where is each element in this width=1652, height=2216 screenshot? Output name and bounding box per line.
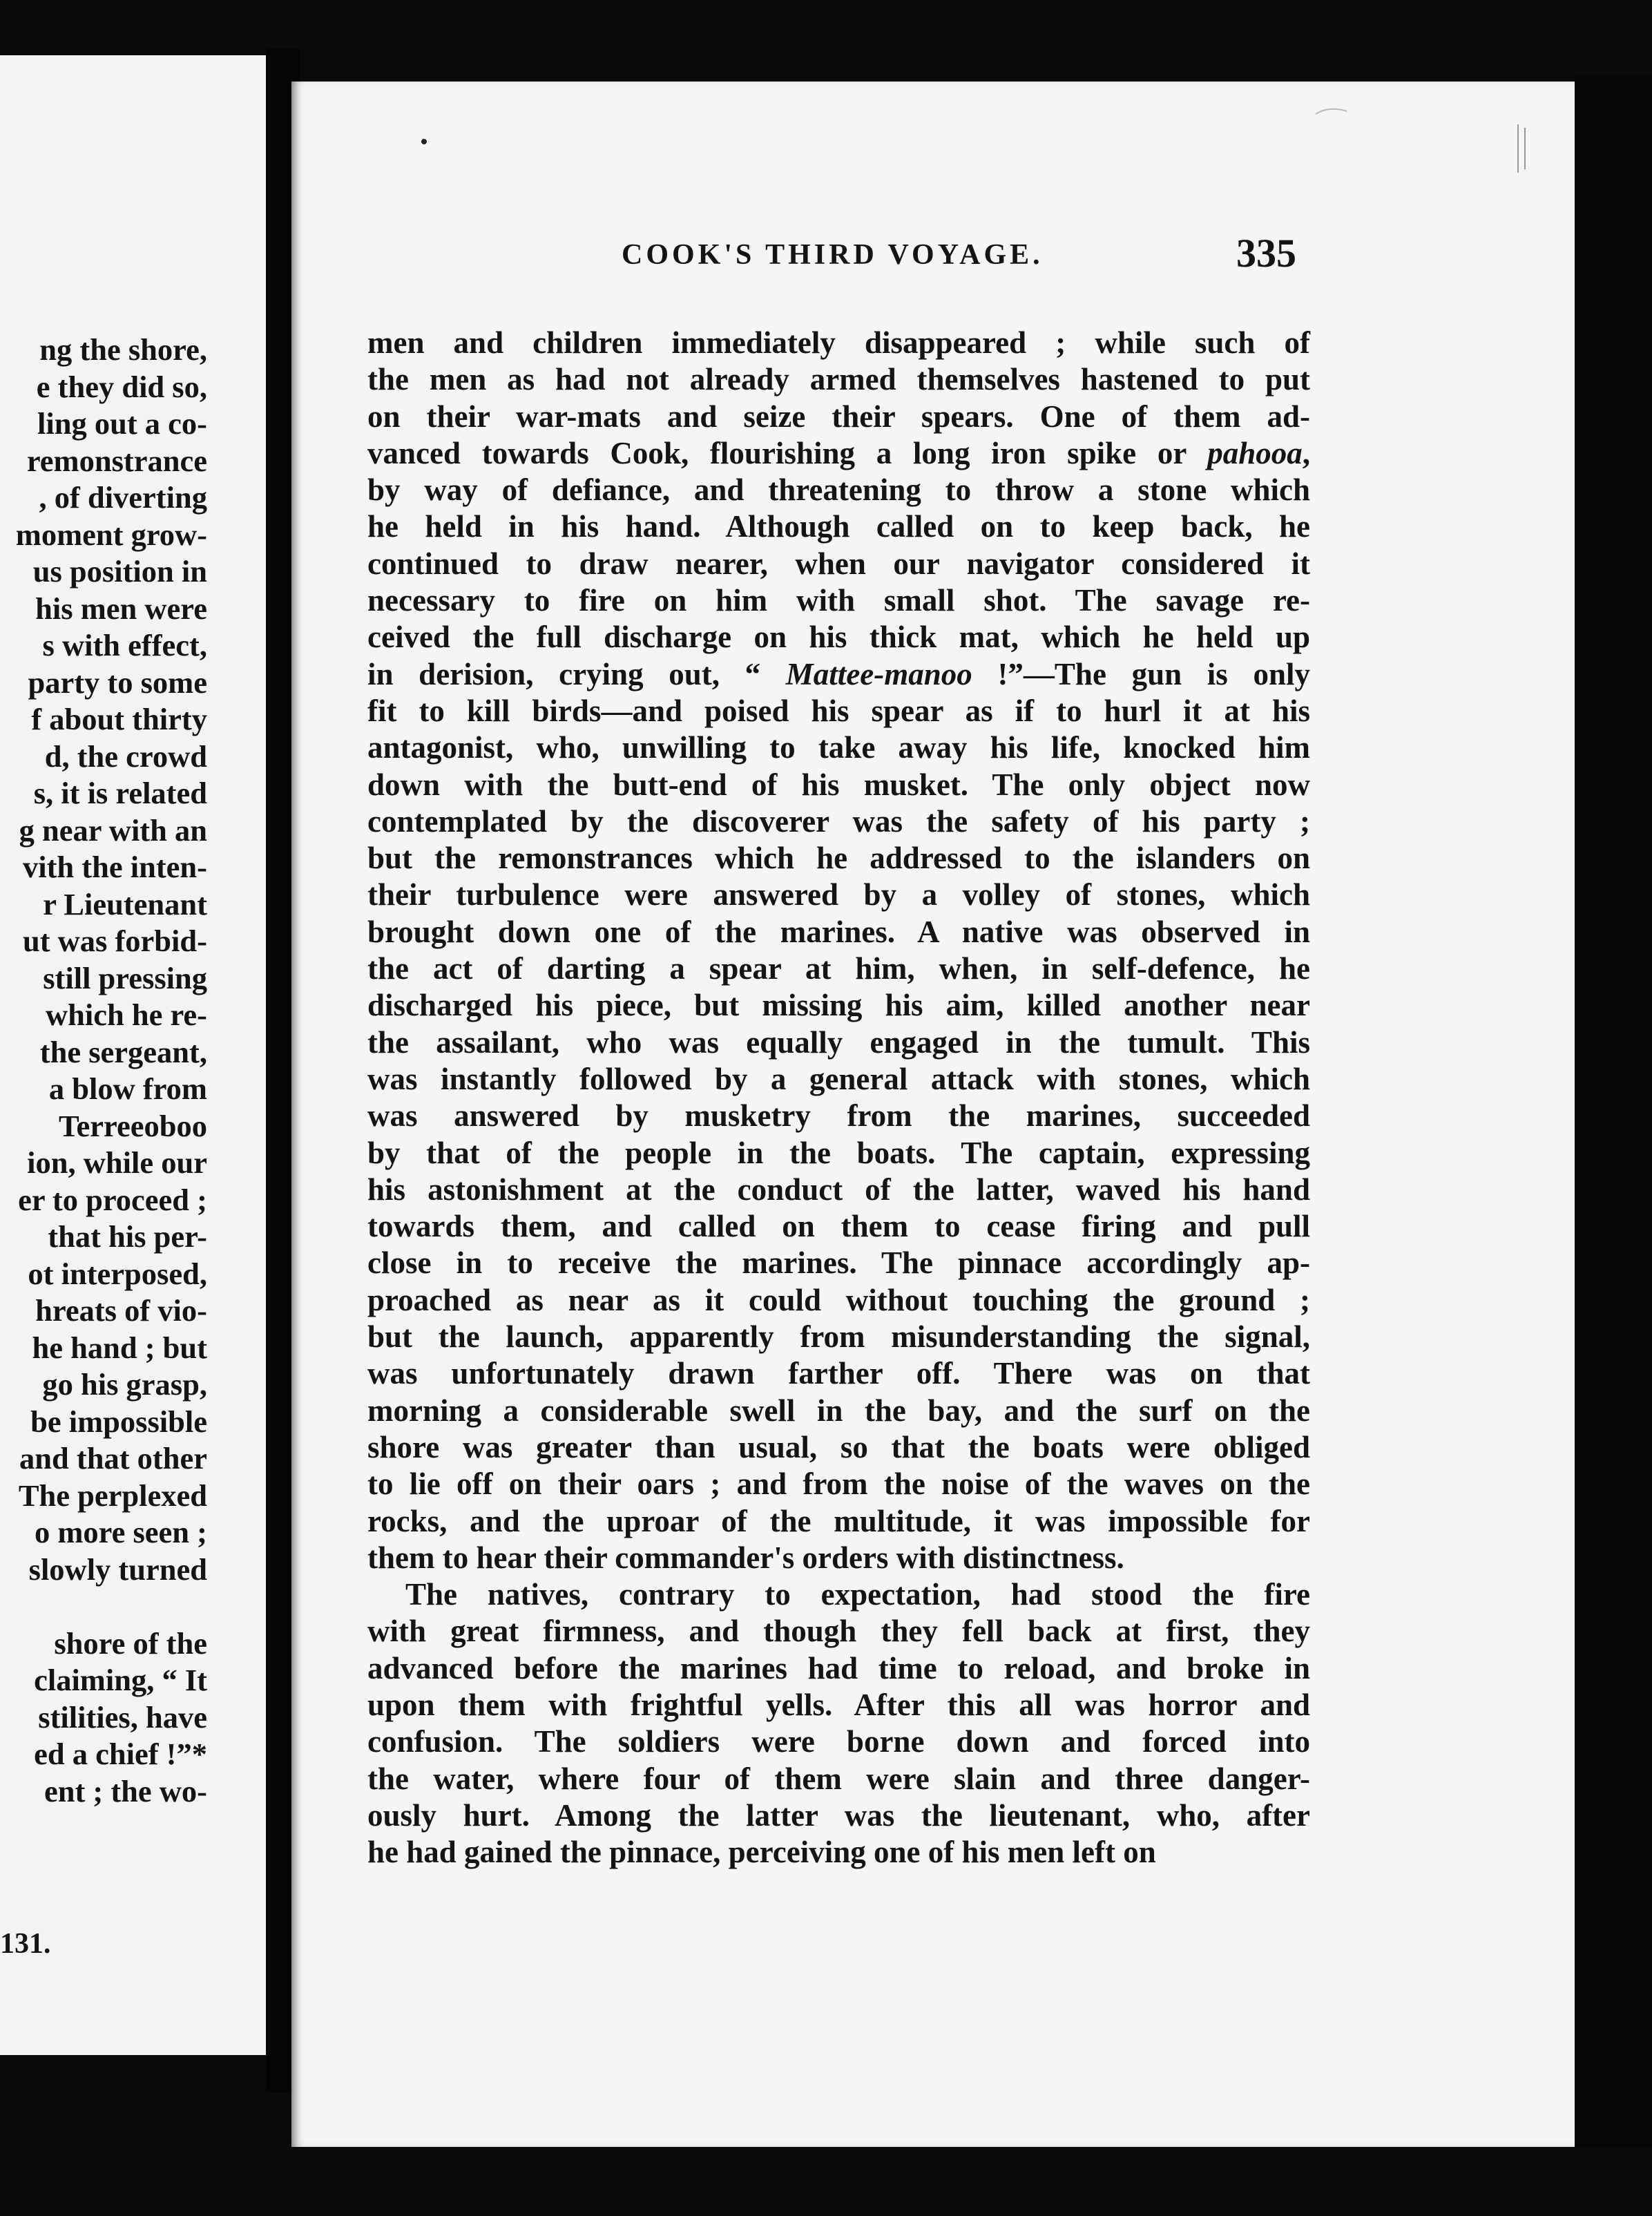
body-text-line: the act of darting a spear at him, when, in self-defence, he bbox=[367, 951, 1310, 986]
left-text-line: ion, while our bbox=[27, 1145, 207, 1180]
left-text-line: his men were bbox=[35, 591, 207, 626]
body-text-line: was instantly followed by a general attack with stones, which bbox=[367, 1061, 1310, 1096]
body-text-line: the assailant, who was equally engaged in the tumult. This bbox=[367, 1024, 1310, 1060]
body-text-line: ceived the full discharge on his thick mat, which he held up bbox=[367, 620, 1310, 655]
body-text-line: on their war-mats and seize their spears. One of them ad- bbox=[367, 399, 1310, 434]
body-text-line: down with the butt-end of his musket. The only object now bbox=[367, 767, 1310, 802]
body-text-line: confusion. The soldiers were borne down and forced into bbox=[367, 1724, 1310, 1759]
body-text-line: the water, where four of them were slain and three danger- bbox=[367, 1761, 1310, 1796]
body-text-line: shore was greater than usual, so that the boats were obliged bbox=[367, 1429, 1310, 1464]
left-text-line: hreats of vio- bbox=[35, 1293, 207, 1328]
left-text-line: o more seen ; bbox=[34, 1515, 207, 1549]
body-text bbox=[367, 325, 1310, 1871]
left-text-line: g near with an bbox=[19, 812, 207, 848]
body-text-line: brought down one of the marines. A native was observed in bbox=[367, 914, 1310, 949]
left-text-line: slowly turned bbox=[28, 1551, 207, 1587]
body-text-line: discharged his piece, but missing his aim, killed another near bbox=[367, 988, 1310, 1023]
body-text-line: advanced before the marines had time to reload, and broke in bbox=[367, 1650, 1310, 1685]
left-text-line: s, it is related bbox=[33, 776, 207, 810]
body-text-line: upon them with frightful yells. After this all was horror and bbox=[367, 1687, 1310, 1722]
body-text-line: he had gained the pinnace, perceiving one of his men left on bbox=[367, 1835, 1156, 1870]
left-text-line: moment grow- bbox=[15, 517, 207, 552]
body-text-line: was answered by musketry from the marines, succeeded bbox=[367, 1098, 1310, 1134]
left-text-line: which he re- bbox=[45, 997, 207, 1032]
body-text-line: but the remonstrances which he addressed to the islanders on bbox=[367, 841, 1310, 876]
page-number: 335 bbox=[1236, 231, 1296, 276]
left-text-line: , of diverting bbox=[39, 480, 207, 515]
left-text-line: ot interposed, bbox=[28, 1256, 207, 1291]
left-text-line: us position in bbox=[32, 554, 207, 589]
body-text-line: the men as had not already armed themselves hastened to put bbox=[367, 362, 1310, 397]
left-page-footnote-ref: 131. bbox=[0, 1928, 51, 1960]
left-text-line: go his grasp, bbox=[42, 1367, 207, 1402]
left-text-line: that his per- bbox=[48, 1219, 207, 1254]
left-text-line: ent ; the wo- bbox=[44, 1773, 207, 1808]
left-text-line: party to some bbox=[28, 665, 207, 700]
body-text-line: but the launch, apparently from misunderstanding the signal, bbox=[367, 1319, 1310, 1355]
left-text-line: d, the crowd bbox=[44, 738, 207, 774]
body-text-line: proached as near as it could without touching the ground ; bbox=[367, 1282, 1310, 1317]
left-text-line: f about thirty bbox=[31, 702, 207, 736]
body-text-line: contemplated by the discoverer was the safety of his party ; bbox=[367, 803, 1310, 839]
body-text-line: morning a considerable swell in the bay, and the surf on the bbox=[367, 1393, 1310, 1428]
left-text-line: ng the shore, bbox=[39, 332, 207, 367]
body-text-line: with great firmness, and though they fell back at first, they bbox=[367, 1614, 1310, 1649]
left-text-line: the sergeant, bbox=[39, 1034, 207, 1069]
body-text-line: in derision, crying out, “ Mattee-manoo !”—The gun is only bbox=[367, 656, 1310, 691]
body-text-line: vanced towards Cook, flourishing a long iron spike or pahooa, bbox=[367, 435, 1310, 470]
body-text-line: necessary to fire on him with small shot. The savage re- bbox=[367, 583, 1310, 618]
left-text-line: be impossible bbox=[30, 1404, 207, 1439]
running-head: COOK'S THIRD VOYAGE. bbox=[622, 239, 1044, 271]
body-text-line: his astonishment at the conduct of the latter, waved his hand bbox=[367, 1172, 1310, 1207]
left-text-line: r Lieutenant bbox=[43, 886, 207, 921]
left-text-line: ed a chief !”* bbox=[34, 1737, 207, 1771]
left-text-line: claiming, “ It bbox=[34, 1663, 207, 1697]
body-text-line: close in to receive the marines. The pinnace accordingly ap- bbox=[367, 1245, 1310, 1281]
body-text-line: to lie off on their oars ; and from the noise of the waves on the bbox=[367, 1467, 1310, 1502]
body-text-line: by way of defiance, and threatening to throw a stone which bbox=[367, 472, 1310, 508]
body-text-line: towards them, and called on them to cease firing and pull bbox=[367, 1209, 1310, 1244]
body-text-line: rocks, and the uproar of the multitude, it was impossible for bbox=[367, 1503, 1310, 1538]
body-text-line: their turbulence were answered by a volley of stones, which bbox=[367, 877, 1310, 913]
left-text-line: remonstrance bbox=[26, 443, 207, 478]
left-text-line: vith the inten- bbox=[23, 850, 207, 884]
body-text-line: men and children immediately disappeared ; while such of bbox=[367, 325, 1310, 360]
body-text-line: was unfortunately drawn farther off. There was on that bbox=[367, 1356, 1310, 1391]
body-text-line: he held in his hand. Although called on to keep back, he bbox=[367, 509, 1310, 544]
body-text-line: by that of the people in the boats. The captain, expressing bbox=[367, 1135, 1310, 1170]
left-text-line: s with effect, bbox=[42, 628, 207, 662]
body-text-line: continued to draw nearer, when our navigator considered it bbox=[367, 546, 1310, 581]
left-text-line: e they did so, bbox=[36, 369, 207, 404]
body-text-line: antagonist, who, unwilling to take away his life, knocked him bbox=[367, 730, 1310, 765]
body-text-line: them to hear their commander's orders with distinctness. bbox=[367, 1540, 1124, 1575]
body-text-line: The natives, contrary to expectation, had stood the fire bbox=[405, 1577, 1310, 1612]
left-text-line: still pressing bbox=[43, 960, 207, 995]
body-text-line: fit to kill birds—and poised his spear as if to hurl it at his bbox=[367, 693, 1310, 728]
left-text-line: he hand ; but bbox=[32, 1330, 207, 1365]
left-text-line: stilities, have bbox=[38, 1699, 207, 1735]
body-text-line: ously hurt. Among the latter was the lieutenant, who, after bbox=[367, 1797, 1310, 1833]
left-text-line: er to proceed ; bbox=[18, 1182, 207, 1217]
left-text-line: The perplexed bbox=[18, 1478, 207, 1513]
left-text-line: a blow from bbox=[48, 1071, 207, 1106]
left-text-line: and that other bbox=[19, 1441, 207, 1475]
left-text-line: ut was forbid- bbox=[22, 924, 207, 958]
left-text-line: shore of the bbox=[54, 1625, 207, 1661]
left-text-line: ling out a co- bbox=[37, 406, 207, 441]
left-text-line: Terreeoboo bbox=[58, 1108, 207, 1143]
